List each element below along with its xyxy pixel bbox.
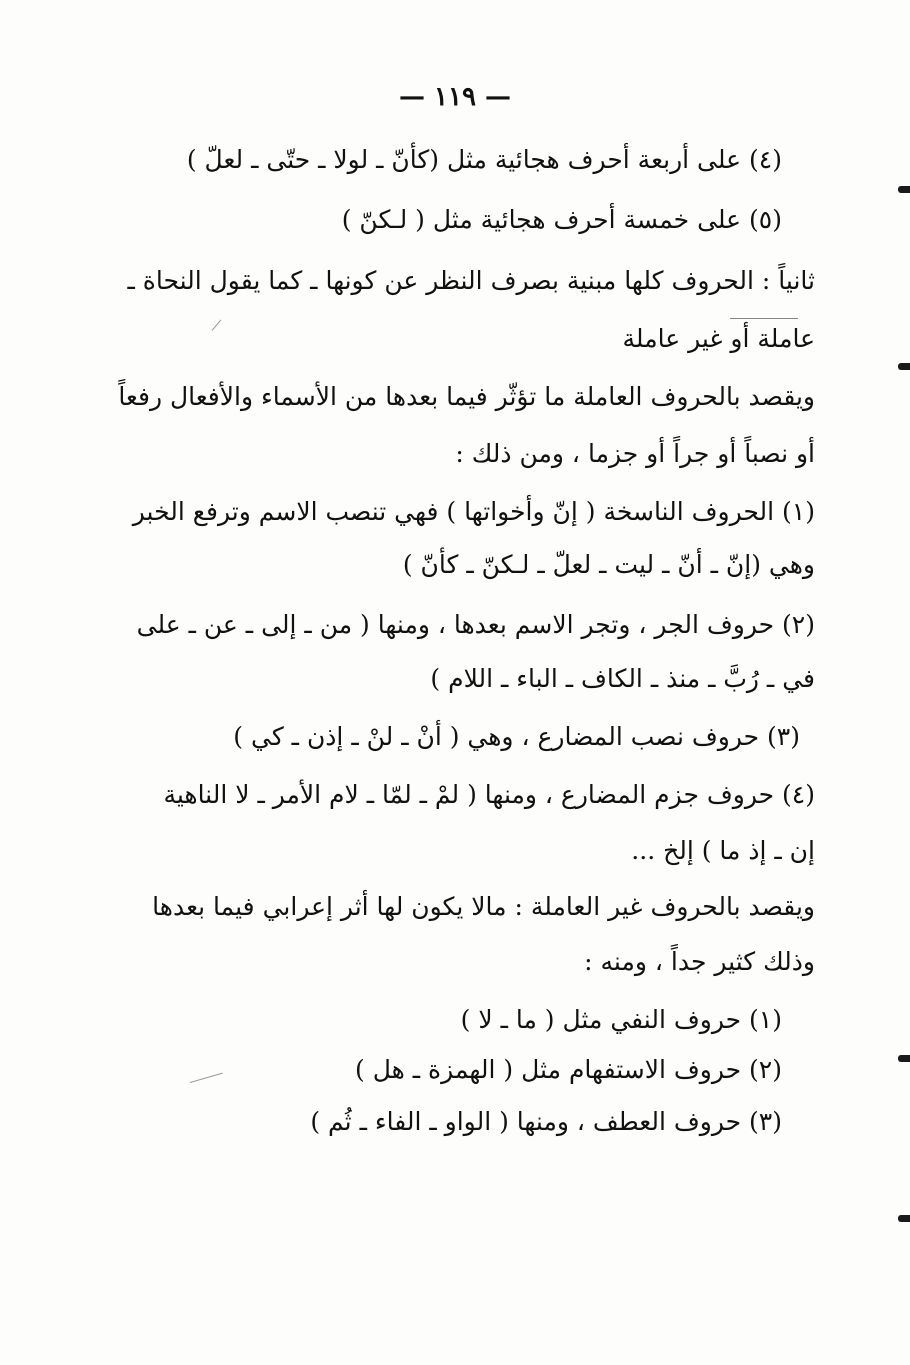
text-line: (١) حروف النفي مثل ( ما ـ لا ) — [460, 1005, 782, 1034]
text-line: أو نصباً أو جراً أو جزما ، ومن ذلك : — [455, 439, 815, 468]
text-line: (٢) حروف الجر ، وتجر الاسم بعدها ، ومنها ( من ـ إلى ـ عن ـ على — [136, 610, 815, 639]
text-line: إن ـ إذ ما ) إلخ ... — [631, 836, 815, 865]
scan-artifact — [212, 319, 222, 330]
text-line: (١) الحروف الناسخة ( إنّ وأخواتها ) فهي تنصب الاسم وترفع الخبر — [132, 497, 815, 526]
scan-edge-mark — [898, 1215, 910, 1222]
text-line: وهي (إنّ ـ أنّ ـ ليت ـ لعلّ ـ لـكنّ ـ كأنّ ) — [402, 550, 815, 579]
scan-edge-mark — [898, 186, 910, 193]
page-number: — ١١٩ — — [398, 82, 512, 112]
text-line: عاملة أو غير عاملة — [622, 324, 815, 353]
text-line: ويقصد بالحروف غير العاملة : مالا يكون لها أثر إعرابي فيما بعدها — [152, 892, 815, 921]
text-underline — [730, 318, 798, 319]
scan-edge-mark — [898, 1055, 910, 1062]
text-line: (٤) على أربعة أحرف هجائية مثل (كأنّ ـ لولا ـ حتّى ـ لعلّ ) — [186, 145, 782, 174]
text-line: (٢) حروف الاستفهام مثل ( الهمزة ـ هل ) — [355, 1055, 782, 1084]
text-line: في ـ رُبَّ ـ منذ ـ الكاف ـ الباء ـ اللام ) — [430, 664, 815, 693]
text-line: ويقصد بالحروف العاملة ما تؤثّر فيما بعدها من الأسماء والأفعال رفعاً — [118, 382, 815, 411]
text-line: (٣) حروف العطف ، ومنها ( الواو ـ الفاء ـ ثُم ) — [310, 1107, 782, 1136]
text-line: (٤) حروف جزم المضارع ، ومنها ( لمْ ـ لمّا ـ لام الأمر ـ لا الناهية — [163, 780, 815, 809]
scan-artifact — [190, 1073, 223, 1083]
scan-edge-mark — [898, 363, 910, 370]
text-line: وذلك كثير جداً ، ومنه : — [584, 947, 815, 976]
text-line: (٣) حروف نصب المضارع ، وهي ( أنْ ـ لنْ ـ إذن ـ كي ) — [233, 722, 800, 751]
text-line: ثانياً : الحروف كلها مبنية بصرف النظر عن كونها ـ كما يقول النحاة ـ — [127, 266, 815, 295]
text-line: (٥) على خمسة أحرف هجائية مثل ( لـكنّ ) — [341, 205, 782, 234]
